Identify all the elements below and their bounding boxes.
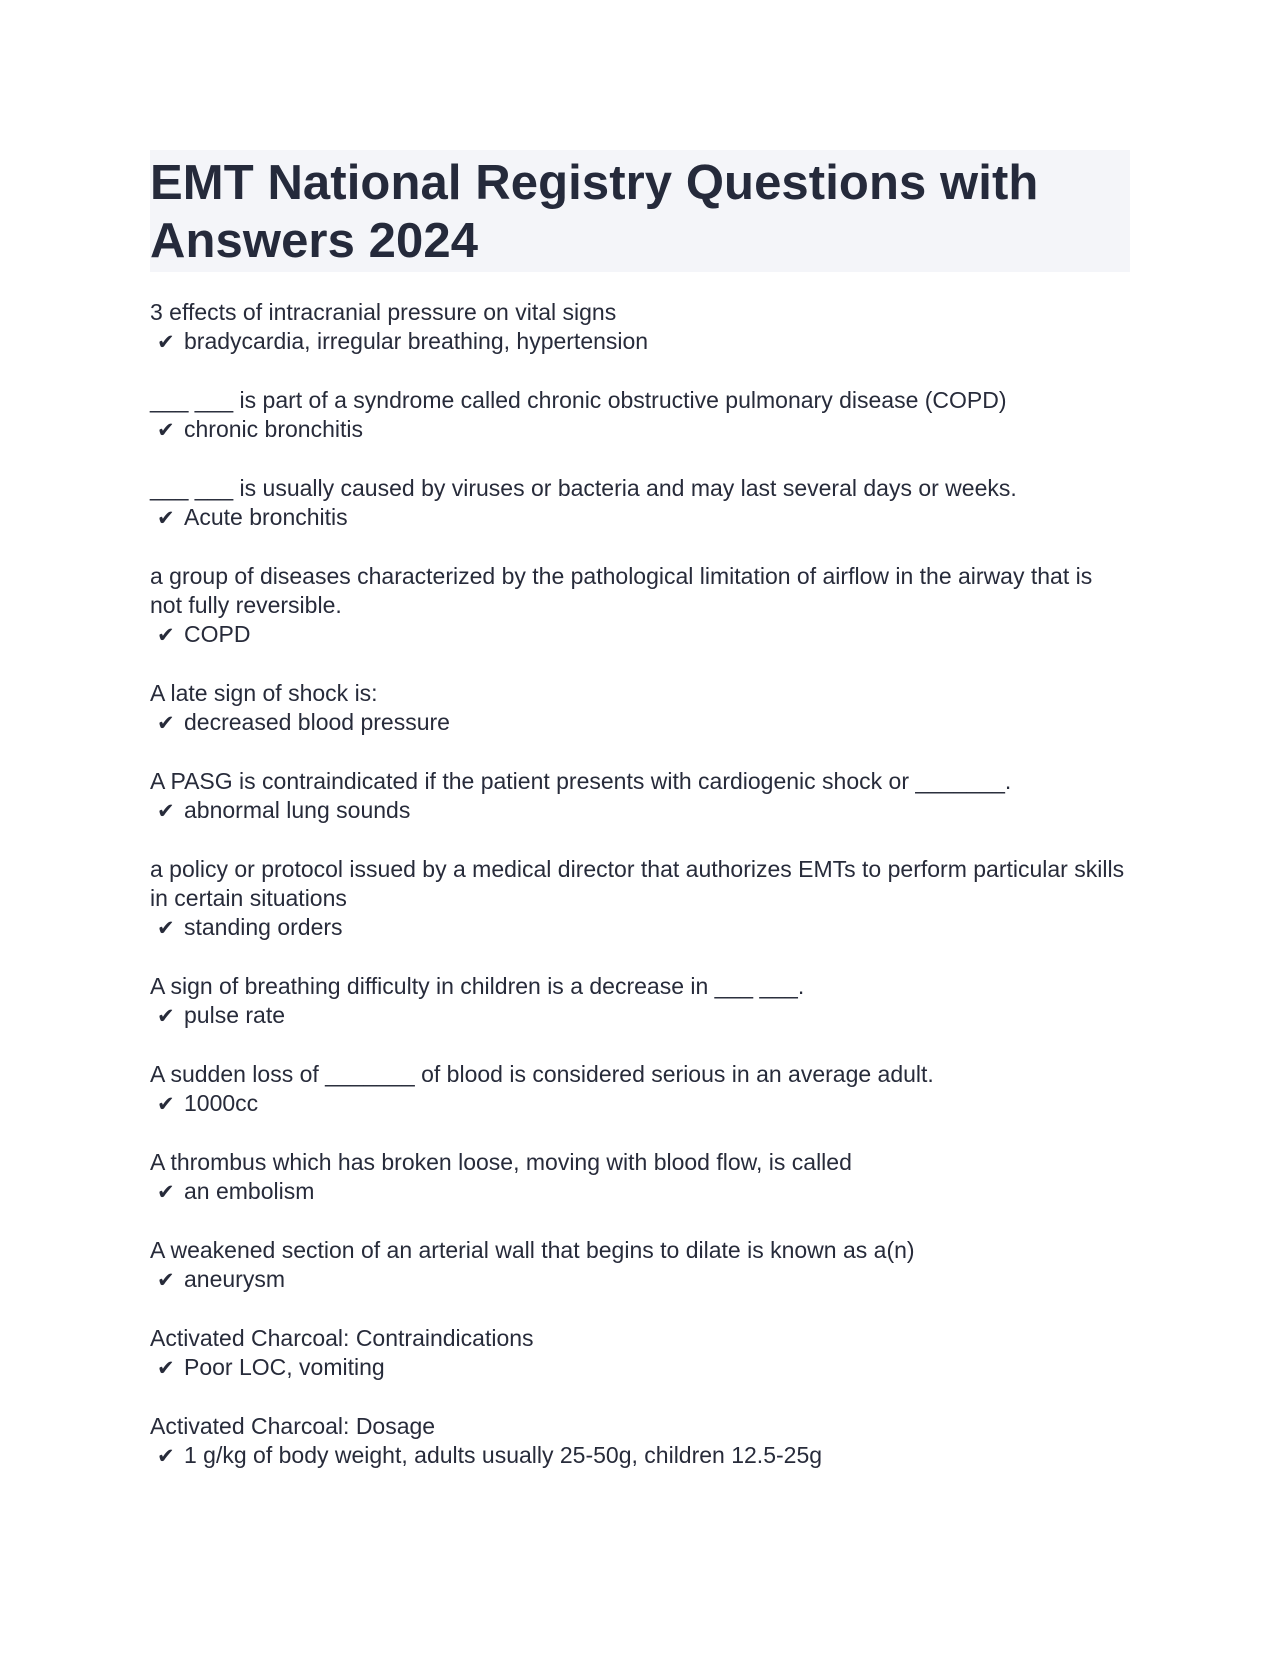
qa-item [150,767,1130,826]
answer-text: 1 g/kg of body weight, adults usually 25-50g, children 12.5-25g [184,1442,823,1468]
answer-line [150,708,1130,738]
checkmark-icon: ✔ [157,1356,175,1380]
checkmark-icon: ✔ [157,506,175,530]
answer-line [150,1353,1130,1383]
checkmark-icon: ✔ [157,623,175,647]
answer-text: pulse rate [184,1002,286,1028]
question-text: ___ ___ is usually caused by viruses or bacteria and may last several days or weeks. [150,475,1017,501]
answer-line [150,796,1130,826]
title-banner [150,150,1130,272]
question-text: A weakened section of an arterial wall that begins to dilate is known as a(n) [150,1237,915,1263]
qa-item [150,298,1130,357]
answer-line [150,1441,1130,1471]
answer-text: decreased blood pressure [184,709,450,735]
question-text: a group of diseases characterized by the pathological limitation of airflow in the airway that is not fully reversible. [150,563,1093,618]
checkmark-icon: ✔ [157,1092,175,1116]
qa-list [150,298,1130,1471]
checkmark-icon: ✔ [157,916,175,940]
answer-text: Acute bronchitis [184,504,348,530]
qa-item [150,1148,1130,1207]
question-text: A sudden loss of _______ of blood is considered serious in an average adult. [150,1061,934,1087]
question-text: a policy or protocol issued by a medical director that authorizes EMTs to perform particular skills in certain situations [150,856,1125,911]
checkmark-icon: ✔ [157,1180,175,1204]
qa-item [150,1412,1130,1471]
question-text: A thrombus which has broken loose, moving with blood flow, is called [150,1149,852,1175]
checkmark-icon: ✔ [157,711,175,735]
checkmark-icon: ✔ [157,1268,175,1292]
checkmark-icon: ✔ [157,1004,175,1028]
question-text: Activated Charcoal: Dosage [150,1413,436,1439]
checkmark-icon: ✔ [157,330,175,354]
qa-item [150,1060,1130,1119]
question-text: Activated Charcoal: Contraindications [150,1325,534,1351]
answer-text: 1000cc [184,1090,259,1116]
question-text: A PASG is contraindicated if the patient presents with cardiogenic shock or _______. [150,768,1012,794]
qa-item [150,1236,1130,1295]
document-page [150,150,1130,1500]
answer-line [150,913,1130,943]
checkmark-icon: ✔ [157,418,175,442]
question-text: 3 effects of intracranial pressure on vital signs [150,299,617,325]
answer-line [150,1001,1130,1031]
qa-item [150,855,1130,943]
checkmark-icon: ✔ [157,799,175,823]
answer-line [150,1177,1130,1207]
answer-text: an embolism [184,1178,315,1204]
qa-item [150,562,1130,650]
answer-text: bradycardia, irregular breathing, hypertension [184,328,649,354]
qa-item [150,972,1130,1031]
answer-text: aneurysm [184,1266,285,1292]
answer-line [150,1089,1130,1119]
answer-line [150,1265,1130,1295]
qa-item [150,474,1130,533]
qa-item [150,386,1130,445]
answer-text: Poor LOC, vomiting [184,1354,385,1380]
answer-line [150,503,1130,533]
answer-line [150,415,1130,445]
answer-text: chronic bronchitis [184,416,363,442]
answer-line [150,620,1130,650]
answer-text: abnormal lung sounds [184,797,411,823]
checkmark-icon: ✔ [157,1444,175,1468]
answer-text: COPD [184,621,251,647]
question-text: A late sign of shock is: [150,680,378,706]
page-title: EMT National Registry Questions with Answers 2024 [150,156,1039,268]
answer-line [150,327,1130,357]
qa-item [150,1324,1130,1383]
answer-text: standing orders [184,914,343,940]
qa-item [150,679,1130,738]
question-text: ___ ___ is part of a syndrome called chronic obstructive pulmonary disease (COPD) [150,387,1007,413]
question-text: A sign of breathing difficulty in children is a decrease in ___ ___. [150,973,805,999]
